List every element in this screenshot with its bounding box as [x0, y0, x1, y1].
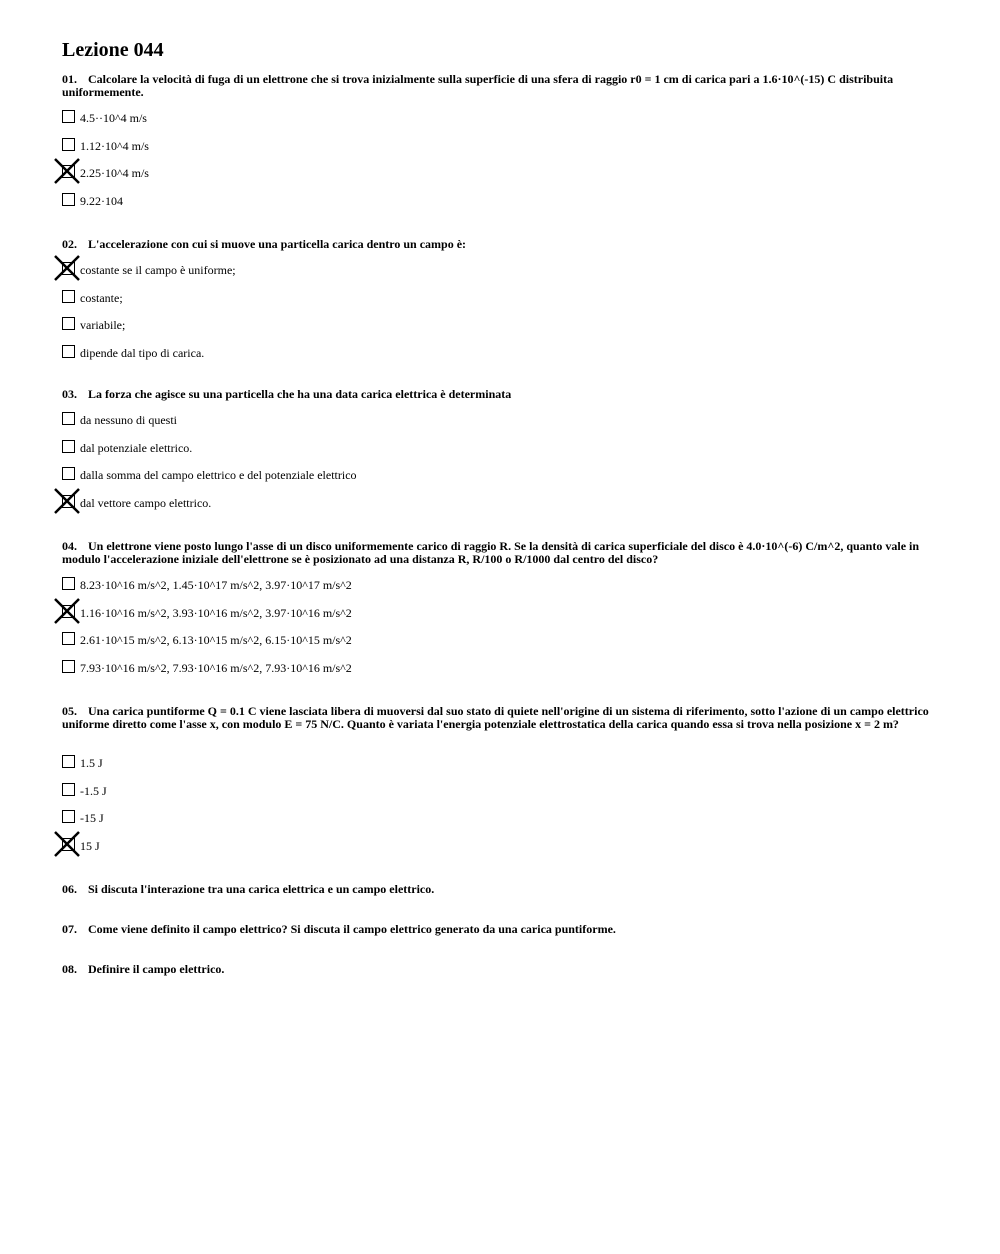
- question-4: [62, 539, 942, 675]
- question-text: [62, 883, 942, 896]
- answer-option[interactable]: [62, 810, 662, 826]
- answer-option[interactable]: [62, 605, 662, 621]
- option-label: -1.5 J: [80, 783, 107, 798]
- answer-option[interactable]: [62, 838, 662, 854]
- checkbox[interactable]: [62, 577, 75, 590]
- x-mark-icon: [52, 156, 82, 186]
- question-text: [62, 73, 942, 99]
- question-body: Una carica puntiforme Q = 0.1 C viene lasciata libera di muoversi dal suo stato di quiete nell'origine di un sistema di riferimento, sotto l'azione di un campo elettrico uniforme diretto come l'asse x, con modulo E = 75 N/C. Quanto è variata l'energia potenziale elettrostatica della carica quando essa si trova nella posizione x = 2 m?: [62, 704, 929, 731]
- question-text: [62, 963, 942, 976]
- answer-option[interactable]: [62, 262, 662, 278]
- option-label: dalla somma del campo elettrico e del potenziale elettrico: [80, 468, 357, 483]
- checkbox[interactable]: [62, 632, 75, 645]
- option-label: 1.16·10^16 m/s^2, 3.93·10^16 m/s^2, 3.97·10^16 m/s^2: [80, 605, 352, 620]
- question-body: La forza che agisce su una particella che ha una data carica elettrica è determinata: [88, 387, 512, 401]
- option-label: 1.5 J: [80, 756, 103, 770]
- x-mark-icon: [52, 829, 82, 859]
- answer-option[interactable]: [62, 440, 662, 456]
- question-body: Come viene definito il campo elettrico? Si discuta il campo elettrico generato da una carica puntiforme.: [88, 922, 616, 936]
- checkbox[interactable]: [62, 467, 75, 480]
- question-body: L'accelerazione con cui si muove una particella carica dentro un campo è:: [88, 237, 467, 251]
- question-8: [62, 963, 942, 976]
- answer-option[interactable]: [62, 577, 662, 593]
- x-mark-icon: [52, 486, 82, 516]
- question-number: 04.: [62, 539, 77, 553]
- question-body: Calcolare la velocità di fuga di un elettrone che si trova inizialmente sulla superficie di una sfera di raggio r0 = 1 cm di carica pari a 1.6·10^(-15) C distribuita uniformemente.: [62, 72, 894, 99]
- answer-option[interactable]: [62, 317, 662, 333]
- question-number: 02.: [62, 237, 77, 251]
- checkbox[interactable]: [62, 660, 75, 673]
- option-label: 2.61·10^15 m/s^2, 6.13·10^15 m/s^2, 6.15·10^15 m/s^2: [80, 633, 352, 648]
- checkbox[interactable]: [62, 138, 75, 151]
- checkbox[interactable]: [62, 290, 75, 303]
- question-6: [62, 883, 942, 896]
- checkbox[interactable]: [62, 755, 75, 768]
- answer-option[interactable]: [62, 495, 662, 511]
- question-text: [62, 923, 942, 936]
- checkbox[interactable]: [62, 193, 75, 206]
- option-label: 8.23·10^16 m/s^2, 1.45·10^17 m/s^2, 3.97·10^17 m/s^2: [80, 578, 352, 592]
- option-label: dipende dal tipo di carica.: [80, 345, 205, 360]
- lesson-title: Lezione 044: [62, 39, 164, 61]
- checkbox[interactable]: [62, 440, 75, 453]
- option-label: -15 J: [80, 811, 104, 826]
- question-number: 05.: [62, 704, 77, 718]
- checkbox[interactable]: [62, 810, 75, 823]
- question-text: [62, 388, 942, 401]
- option-label: da nessuno di questi: [80, 413, 177, 427]
- x-mark-icon: [52, 253, 82, 283]
- answer-option[interactable]: [62, 165, 662, 181]
- question-text: [62, 238, 942, 251]
- option-label: 9.22·104: [80, 193, 123, 208]
- answer-option[interactable]: [62, 660, 662, 676]
- question-5: [62, 704, 942, 853]
- checkbox[interactable]: [62, 110, 75, 123]
- question-number: 01.: [62, 72, 77, 86]
- question-body: Definire il campo elettrico.: [88, 962, 225, 976]
- answer-option[interactable]: [62, 467, 662, 483]
- question-text: [62, 540, 942, 566]
- answer-option[interactable]: [62, 193, 662, 209]
- option-label: 2.25·10^4 m/s: [80, 166, 149, 181]
- question-number: 03.: [62, 387, 77, 401]
- answer-option[interactable]: [62, 632, 662, 648]
- question-number: 08.: [62, 962, 77, 976]
- option-label: 4.5··10^4 m/s: [80, 111, 147, 125]
- answer-option[interactable]: [62, 345, 662, 361]
- option-label: costante;: [80, 290, 123, 305]
- question-body: Un elettrone viene posto lungo l'asse di un disco uniformemente carico di raggio R. Se la densità di carica superficiale del disco è 4.0·10^(-6) C/m^2, quanto vale in modulo l'accelerazione iniziale dell'elettrone se è posizionato ad una distanza R, R/100 o R/1000 dal centro del disco?: [62, 539, 920, 566]
- answer-option[interactable]: [62, 783, 662, 799]
- option-label: variabile;: [80, 318, 126, 333]
- answer-option[interactable]: [62, 110, 662, 126]
- option-label: 1.12·10^4 m/s: [80, 138, 149, 153]
- answer-option[interactable]: [62, 290, 662, 306]
- question-number: 06.: [62, 882, 77, 896]
- answer-option[interactable]: [62, 755, 662, 771]
- option-label: 7.93·10^16 m/s^2, 7.93·10^16 m/s^2, 7.93·10^16 m/s^2: [80, 660, 352, 675]
- checkbox[interactable]: [62, 345, 75, 358]
- question-body: Si discuta l'interazione tra una carica elettrica e un campo elettrico.: [88, 882, 435, 896]
- answer-option[interactable]: [62, 138, 662, 154]
- lesson-page: [62, 38, 942, 976]
- checkbox[interactable]: [62, 317, 75, 330]
- option-label: dal potenziale elettrico.: [80, 440, 193, 455]
- question-1: [62, 72, 942, 208]
- checkbox[interactable]: [62, 412, 75, 425]
- checkbox[interactable]: [62, 783, 75, 796]
- answer-option[interactable]: [62, 412, 662, 428]
- question-7: [62, 923, 942, 936]
- question-3: [62, 387, 942, 510]
- option-label: dal vettore campo elettrico.: [80, 495, 212, 510]
- x-mark-icon: [52, 596, 82, 626]
- question-number: 07.: [62, 922, 77, 936]
- question-2: [62, 237, 942, 360]
- option-label: costante se il campo è uniforme;: [80, 263, 236, 277]
- question-text: [62, 705, 942, 731]
- option-label: 15 J: [80, 838, 100, 853]
